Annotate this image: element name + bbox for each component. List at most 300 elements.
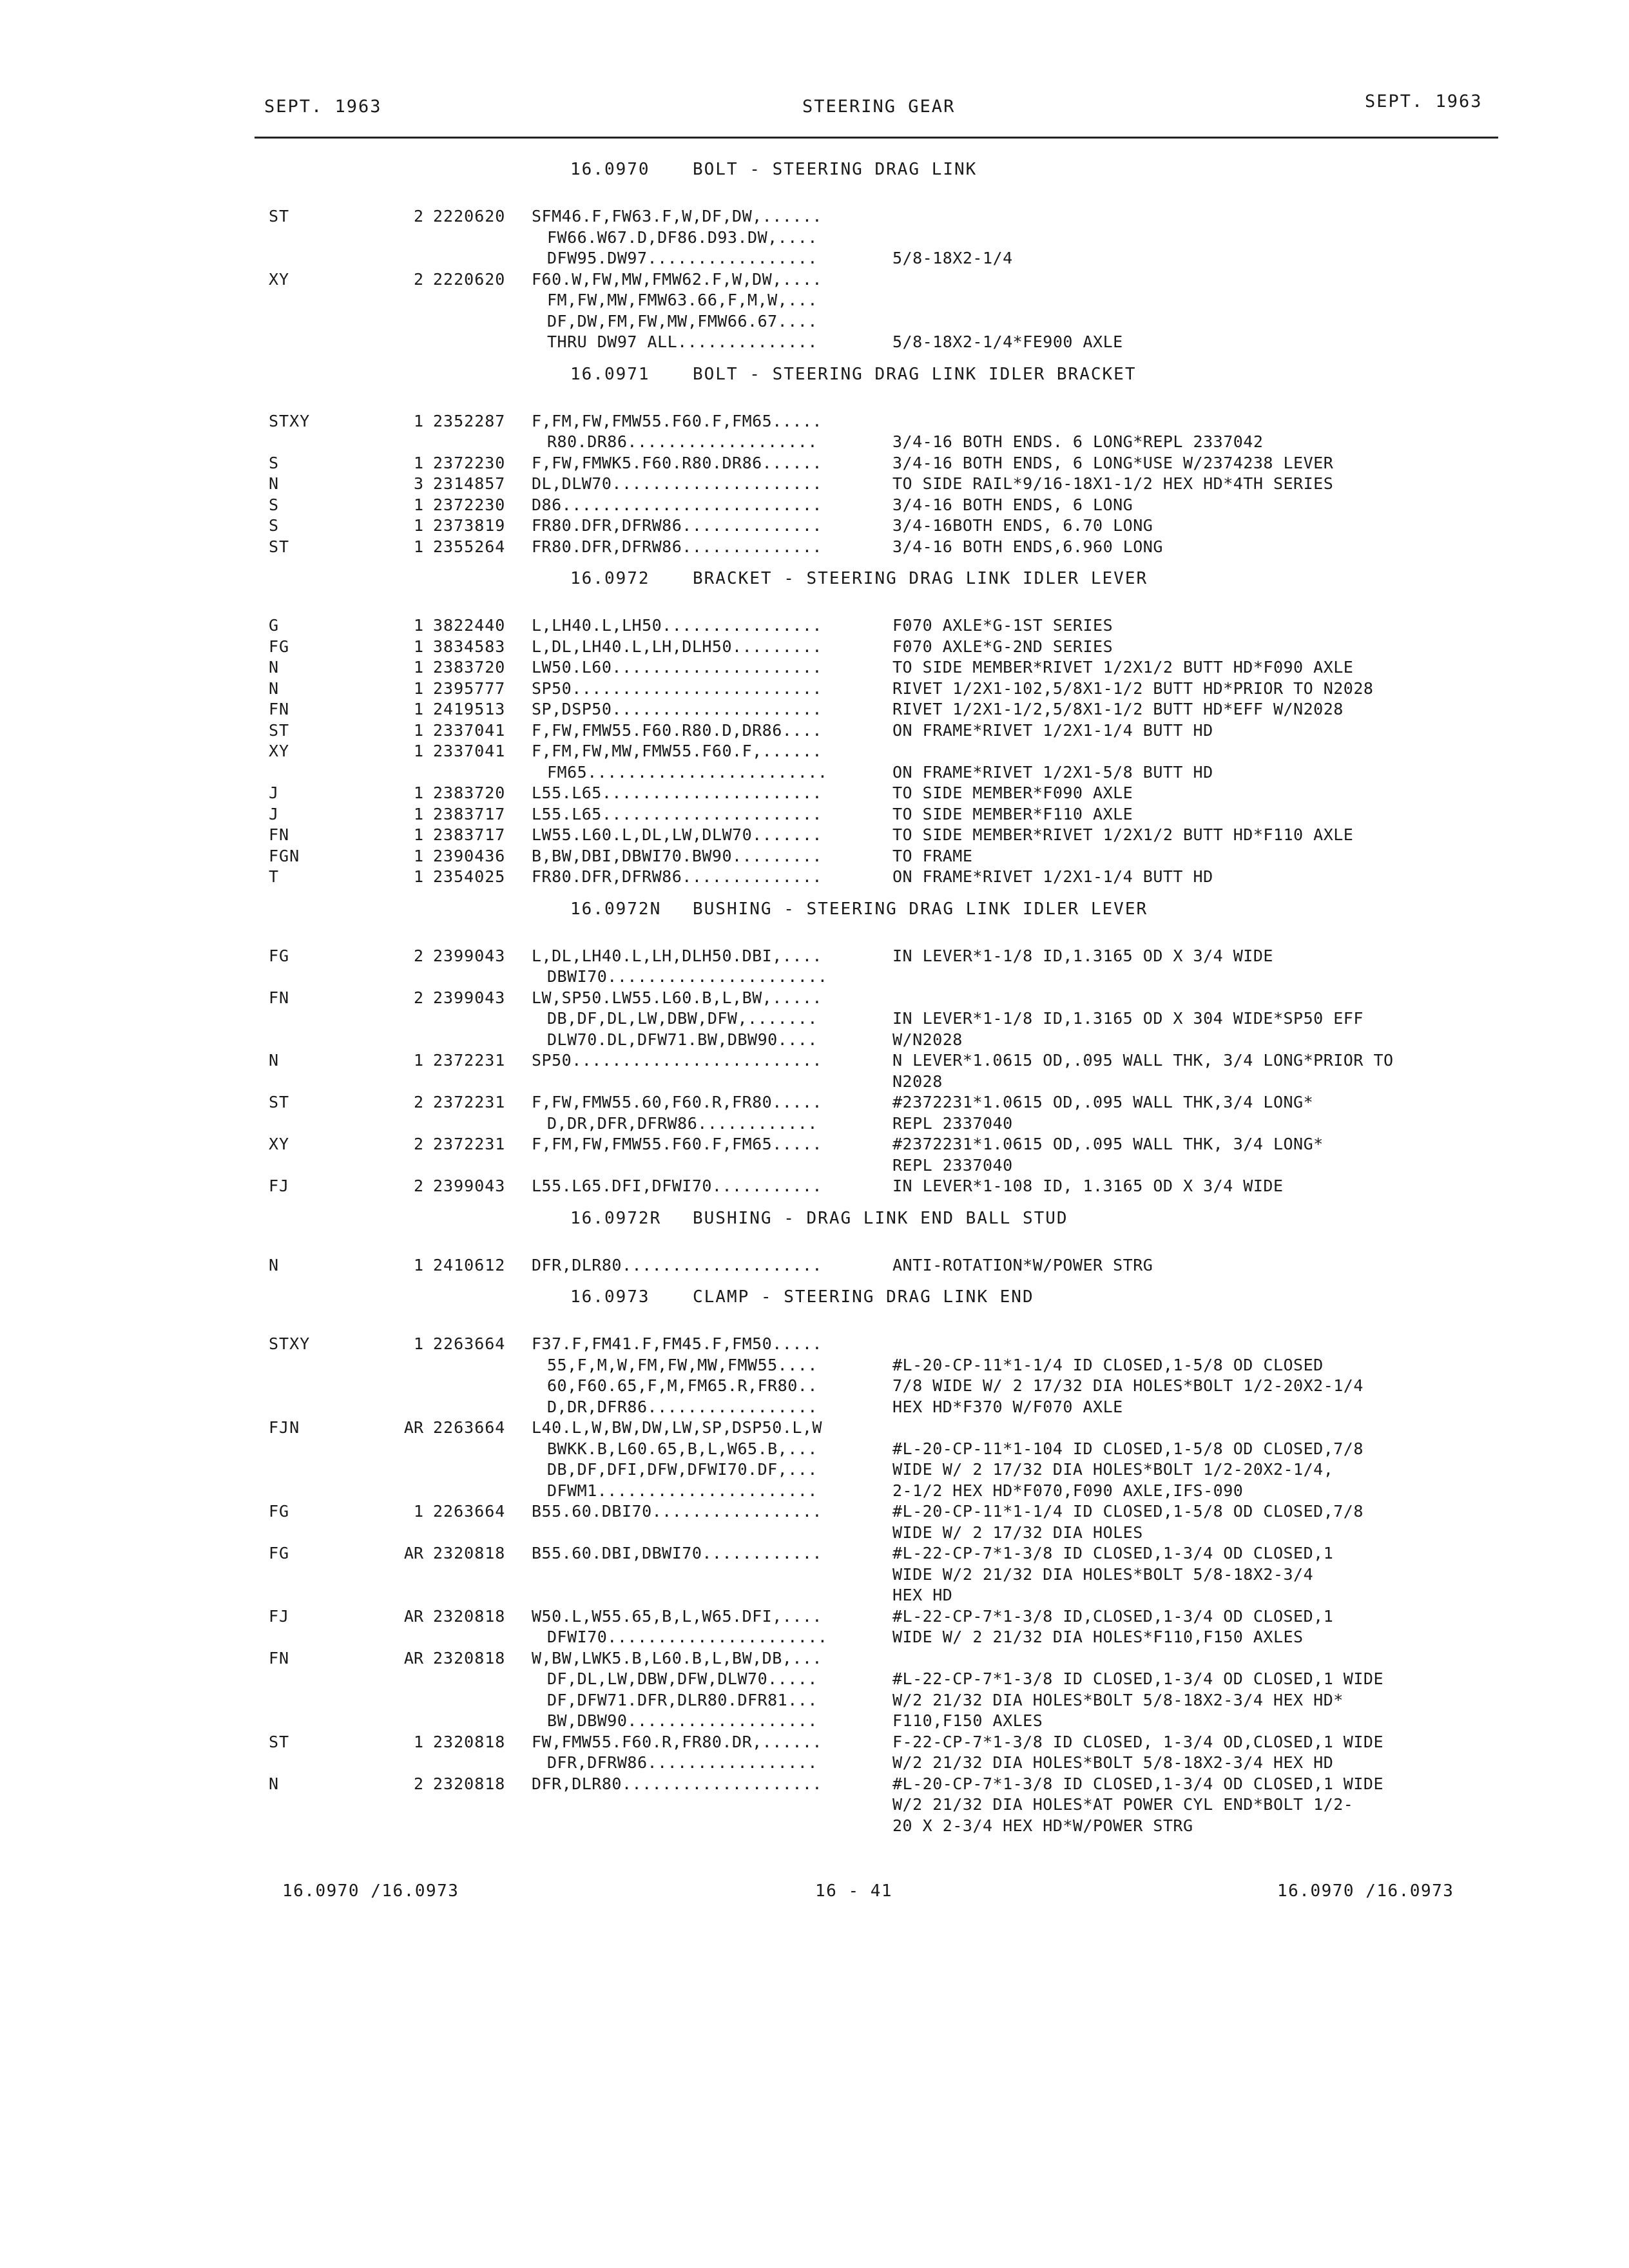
part-entry (0, 988, 1629, 1051)
quantity: AR (403, 1648, 423, 1667)
part-number: 2383720 (433, 658, 506, 677)
quantity: 2 (413, 988, 423, 1007)
quantity: 1 (413, 742, 423, 760)
quantity: 1 (413, 825, 423, 844)
description-line: 5/8-18X2-1/4*FE900 AXLE (892, 332, 1123, 351)
description-line: 2-1/2 HEX HD*F070,F090 AXLE,IFS-090 (892, 1481, 1244, 1500)
description-line: 3/4-16 BOTH ENDS. 6 LONG*REPL 2337042 (892, 432, 1264, 451)
model-code: S (269, 495, 280, 514)
part-entry (0, 269, 1629, 353)
section-heading (0, 569, 1629, 593)
description-line: #L-20-CP-7*1-3/8 ID CLOSED,1-3/4 OD CLOSED,1 WIDE (892, 1774, 1384, 1793)
model-code: FJ (269, 1606, 290, 1626)
model-applicability-line: LW50.L60..................... (532, 658, 822, 677)
model-applicability-line: F37.F,FM41.F,FM45.F,FM50..... (532, 1334, 822, 1353)
section-number: 16.0973 (570, 1287, 650, 1307)
model-applicability-line: FR80.DFR,DFRW86.............. (532, 516, 822, 535)
part-entry (0, 515, 1629, 537)
part-entry (0, 206, 1629, 269)
part-entry (0, 637, 1629, 658)
quantity: 1 (413, 637, 423, 656)
part-description (892, 515, 1153, 537)
quantity: 1 (413, 1334, 423, 1353)
description-line: #L-22-CP-7*1-3/8 ID,CLOSED,1-3/4 OD CLOSED,1 (892, 1606, 1334, 1626)
part-entry (0, 657, 1629, 678)
quantity: 1 (413, 616, 423, 635)
part-number: 2373819 (433, 516, 506, 535)
quantity: 3 (413, 474, 423, 493)
quantity: 2 (413, 1177, 423, 1195)
model-applicability-line: L,DL,LH40.L,LH,DLH50......... (532, 637, 822, 656)
model-code: FN (269, 1648, 290, 1667)
section-title: BUSHING - STEERING DRAG LINK IDLER LEVER (693, 899, 1148, 919)
part-entry (0, 825, 1629, 846)
model-applicability-line: FW,FMW55.F60.R,FR80.DR,...... (532, 1732, 822, 1751)
quantity: 1 (413, 783, 423, 802)
description-line: N LEVER*1.0615 OD,.095 WALL THK, 3/4 LONG*PRIOR TO (892, 1051, 1394, 1070)
description-line (892, 988, 1364, 1009)
description-line: F070 AXLE*G-1ST SERIES (892, 616, 1113, 635)
section-heading (0, 899, 1629, 924)
model-applicability-line: D,DR,DFR86................. (547, 1397, 818, 1416)
part-description (892, 1176, 1284, 1197)
part-entry (0, 699, 1629, 720)
model-applicability-line: BW,DBW90................... (547, 1711, 818, 1730)
description-line: W/2 21/32 DIA HOLES*BOLT 5/8-18X2-3/4 HEX HD (892, 1753, 1334, 1772)
model-applicability-line: BWKK.B,L60.65,B,L,W65.B,... (547, 1439, 818, 1458)
part-entry (0, 783, 1629, 804)
description-line (892, 311, 1123, 332)
part-number: 2320818 (433, 1544, 506, 1562)
part-number: 2337041 (433, 742, 506, 760)
section-number: 16.0971 (570, 364, 650, 384)
quantity: 1 (413, 700, 423, 718)
part-entry (0, 1418, 1629, 1501)
description-line: #L-22-CP-7*1-3/8 ID CLOSED,1-3/4 OD CLOSED,1 WIDE (892, 1669, 1384, 1688)
parts-section (0, 1209, 1629, 1276)
part-number: 2314857 (433, 474, 506, 493)
description-line: TO SIDE MEMBER*F110 AXLE (892, 804, 1133, 823)
quantity: 2 (413, 207, 423, 226)
model-applicability-line: W50.L,W55.65,B,L,W65.DFI,.... (532, 1606, 822, 1626)
part-entry (0, 1050, 1629, 1092)
part-number: 3822440 (433, 616, 506, 635)
description-line: HEX HD (892, 1586, 953, 1604)
part-number: 2399043 (433, 946, 506, 965)
description-line (892, 966, 1273, 988)
part-description (892, 867, 1213, 888)
description-line: 7/8 WIDE W/ 2 17/32 DIA HOLES*BOLT 1/2-20X2-1/4 (892, 1376, 1364, 1395)
model-code: FG (269, 1544, 290, 1562)
model-applicability-line: L,DL,LH40.L,LH,DLH50.DBI,.... (532, 946, 822, 965)
section-title: BOLT - STEERING DRAG LINK (693, 160, 978, 179)
model-applicability-line: DF,DW,FM,FW,MW,FMW66.67.... (547, 311, 818, 331)
section-number: 16.0972 (570, 569, 650, 588)
model-code: FJN (269, 1418, 300, 1437)
part-entry (0, 1648, 1629, 1732)
part-number: 2399043 (433, 988, 506, 1007)
description-line: #L-20-CP-11*1-1/4 ID CLOSED,1-5/8 OD CLOSED (892, 1355, 1324, 1374)
part-description (892, 1543, 1333, 1606)
part-number: 2383720 (433, 783, 506, 802)
part-description (892, 637, 1113, 658)
model-applicability-line: L40.L,W,BW,DW,LW,SP,DSP50.L,W (532, 1418, 822, 1437)
part-description (892, 537, 1163, 558)
quantity: 1 (413, 537, 423, 556)
description-line: WIDE W/ 2 17/32 DIA HOLES (892, 1523, 1143, 1542)
part-number: 2263664 (433, 1334, 506, 1353)
section-title: BRACKET - STEERING DRAG LINK IDLER LEVER (693, 569, 1148, 588)
quantity: 2 (413, 1774, 423, 1793)
model-applicability-line: DB,DF,DL,LW,DBW,DFW,....... (547, 1009, 818, 1028)
parts-section (0, 365, 1629, 558)
description-line: IN LEVER*1-108 ID, 1.3165 OD X 3/4 WIDE (892, 1177, 1284, 1195)
part-description (892, 804, 1133, 825)
description-line (892, 1418, 1364, 1439)
model-applicability-line: FR80.DFR,DFRW86.............. (532, 867, 822, 886)
model-applicability-line: FM65........................ (547, 762, 828, 782)
description-line: 3/4-16 BOTH ENDS, 6 LONG*USE W/2374238 LEVER (892, 453, 1334, 472)
description-line: WIDE W/2 21/32 DIA HOLES*BOLT 5/8-18X2-3/4 (892, 1564, 1314, 1584)
part-description (892, 495, 1133, 516)
model-applicability-line: FM,FW,MW,FMW63.66,F,M,W,... (547, 291, 818, 309)
part-description (892, 720, 1213, 742)
part-description (892, 411, 1263, 453)
model-applicability-line: DFW95.DW97................. (547, 249, 818, 267)
footer-range-right: 16.0970 /16.0973 (1277, 1881, 1454, 1901)
description-line: 5/8-18X2-1/4 (892, 249, 1013, 267)
model-code: N (269, 1051, 280, 1070)
model-applicability-line: SP50......................... (532, 1051, 822, 1070)
quantity: 1 (413, 453, 423, 472)
model-applicability-line: FW66.W67.D,DF86.D93.DW,.... (547, 227, 818, 247)
model-applicability-line: B,BW,DBI,DBWI70.BW90......... (532, 846, 822, 865)
model-code: N (269, 658, 280, 677)
part-entry (0, 615, 1629, 637)
model-applicability-line: DF,DFW71.DFR,DLR80.DFR81... (547, 1690, 818, 1709)
part-description (892, 825, 1353, 846)
part-entry (0, 946, 1629, 988)
model-applicability-line: FR80.DFR,DFRW86.............. (532, 537, 822, 556)
part-entry (0, 678, 1629, 700)
model-code: FGN (269, 846, 300, 865)
description-line: RIVET 1/2X1-1/2,5/8X1-1/2 BUTT HD*EFF W/N2028 (892, 700, 1344, 718)
model-applicability-line: F60.W,FW,MW,FMW62.F,W,DW,.... (532, 269, 822, 289)
part-description (892, 741, 1213, 783)
part-entry (0, 846, 1629, 867)
section-number: 16.0972N (570, 899, 662, 919)
quantity: 1 (413, 495, 423, 514)
description-line (892, 1334, 1364, 1355)
description-line: REPL 2337040 (892, 1155, 1013, 1175)
part-number: 2263664 (433, 1502, 506, 1521)
part-number: 2354025 (433, 867, 506, 886)
part-description (892, 1648, 1383, 1732)
model-applicability-line: L55.L65.DFI,DFWI70........... (532, 1177, 822, 1195)
quantity: AR (403, 1606, 423, 1626)
model-code: STXY (269, 411, 311, 430)
part-number: 2355264 (433, 537, 506, 556)
description-line (892, 741, 1213, 762)
part-number: 2372231 (433, 1051, 506, 1070)
quantity: 1 (413, 1255, 423, 1274)
model-applicability-line: DL,DLW70..................... (532, 474, 822, 493)
model-applicability-line: 55,F,M,W,FM,FW,MW,FMW55.... (547, 1355, 818, 1374)
part-number: 2419513 (433, 700, 506, 718)
model-code: N (269, 1774, 280, 1793)
description-line: TO SIDE RAIL*9/16-18X1-1/2 HEX HD*4TH SERIES (892, 474, 1334, 493)
model-code: FG (269, 1502, 290, 1521)
description-line: ON FRAME*RIVET 1/2X1-5/8 BUTT HD (892, 762, 1213, 782)
part-entry (0, 1176, 1629, 1197)
model-applicability-line: SFM46.F,FW63.F,W,DF,DW,...... (532, 207, 822, 226)
description-line: W/2 21/32 DIA HOLES*AT POWER CYL END*BOLT 1/2- (892, 1795, 1354, 1814)
model-code: FG (269, 637, 290, 656)
description-line: 3/4-16 BOTH ENDS, 6 LONG (892, 495, 1133, 514)
part-entry (0, 1501, 1629, 1543)
model-applicability-line: F,FW,FMWK5.F60.R80.DR86...... (532, 453, 822, 472)
quantity: 1 (413, 1502, 423, 1521)
model-applicability-line: L,LH40.L,LH50................ (532, 616, 822, 635)
part-number: 2220620 (433, 207, 506, 226)
part-entry (0, 1606, 1629, 1648)
description-line: #2372231*1.0615 OD,.095 WALL THK, 3/4 LONG* (892, 1135, 1324, 1153)
part-number: 2372230 (433, 453, 506, 472)
model-code: S (269, 516, 280, 535)
quantity: 1 (413, 804, 423, 823)
description-line: 3/4-16BOTH ENDS, 6.70 LONG (892, 516, 1153, 535)
model-code: FN (269, 988, 290, 1007)
part-description (892, 988, 1364, 1051)
part-description (892, 615, 1113, 637)
part-entry (0, 411, 1629, 453)
model-applicability-line: B55.60.DBI70................. (532, 1502, 822, 1521)
part-description (892, 1501, 1364, 1543)
section-number: 16.0970 (570, 160, 650, 179)
description-line (892, 206, 1013, 227)
part-number: 2220620 (433, 269, 506, 289)
part-description (892, 206, 1013, 269)
model-applicability-line: DF,DL,LW,DBW,DFW,DLW70..... (547, 1669, 818, 1688)
part-description (892, 1092, 1313, 1134)
description-line: 3/4-16 BOTH ENDS,6.960 LONG (892, 537, 1163, 556)
section-title: BUSHING - DRAG LINK END BALL STUD (693, 1208, 1068, 1228)
part-number: 2410612 (433, 1255, 506, 1274)
model-applicability-line: LW55.L60.L,DL,LW,DLW70....... (532, 825, 822, 844)
part-description (892, 1050, 1394, 1092)
quantity: 1 (413, 867, 423, 886)
description-line: RIVET 1/2X1-102,5/8X1-1/2 BUTT HD*PRIOR TO N2028 (892, 678, 1374, 698)
part-number: 2337041 (433, 720, 506, 740)
part-description (892, 1134, 1324, 1176)
part-number: 2383717 (433, 804, 506, 823)
model-applicability-line: DFWI70...................... (547, 1628, 828, 1646)
quantity: 1 (413, 658, 423, 677)
model-applicability-line: L55.L65...................... (532, 804, 822, 823)
model-code: XY (269, 1135, 290, 1153)
model-applicability-line: D86.......................... (532, 495, 822, 514)
part-entry (0, 1732, 1629, 1774)
model-code: FN (269, 825, 290, 844)
part-entry (0, 804, 1629, 825)
part-number: 2395777 (433, 678, 506, 698)
description-line: REPL 2337040 (892, 1113, 1013, 1133)
parts-section (0, 1287, 1629, 1836)
model-applicability-line: D,DR,DFR,DFRW86............ (547, 1113, 818, 1133)
description-line (892, 227, 1013, 249)
part-number: 2320818 (433, 1774, 506, 1793)
parts-listing (0, 148, 1629, 1836)
description-line: HEX HD*F370 W/F070 AXLE (892, 1397, 1123, 1416)
part-number: 3834583 (433, 637, 506, 656)
model-applicability-line: 60,F60.65,F,M,FM65.R,FR80.. (547, 1376, 818, 1395)
part-number: 2383717 (433, 825, 506, 844)
part-description (892, 1255, 1153, 1276)
part-number: 2372230 (433, 495, 506, 514)
part-description (892, 946, 1273, 988)
description-line: TO SIDE MEMBER*F090 AXLE (892, 783, 1133, 802)
description-line: #L-20-CP-11*1-1/4 ID CLOSED,1-5/8 OD CLOSED,7/8 (892, 1502, 1364, 1521)
quantity: 2 (413, 269, 423, 289)
description-line: W/2 21/32 DIA HOLES*BOLT 5/8-18X2-3/4 HEX HD* (892, 1690, 1344, 1709)
part-number: 2263664 (433, 1418, 506, 1437)
quantity: 2 (413, 1135, 423, 1153)
description-line: ANTI-ROTATION*W/POWER STRG (892, 1255, 1153, 1274)
model-applicability-line: F,FM,FW,FMW55.F60.F,FM65..... (532, 1135, 822, 1153)
part-entry (0, 1134, 1629, 1176)
model-code: N (269, 1255, 280, 1274)
description-line: WIDE W/ 2 21/32 DIA HOLES*F110,F150 AXLES (892, 1628, 1304, 1646)
quantity: AR (403, 1544, 423, 1562)
model-code: FJ (269, 1177, 290, 1195)
model-applicability-line: F,FW,FMW55.F60.R80.D,DR86.... (532, 720, 822, 740)
section-heading (0, 160, 1629, 184)
quantity: 2 (413, 946, 423, 965)
description-line (892, 411, 1263, 432)
description-line: WIDE W/ 2 17/32 DIA HOLES*BOLT 1/2-20X2-1/4, (892, 1460, 1334, 1479)
quantity: 1 (413, 678, 423, 698)
quantity: 1 (413, 1732, 423, 1751)
part-entry (0, 474, 1629, 495)
section-number: 16.0972R (570, 1208, 662, 1228)
model-applicability-line: DLW70.DL,DFW71.BW,DBW90.... (547, 1030, 818, 1049)
model-code: ST (269, 720, 290, 740)
parts-section (0, 569, 1629, 888)
header-rule (255, 137, 1498, 139)
part-description (892, 1732, 1383, 1774)
part-number: 2320818 (433, 1606, 506, 1626)
quantity: 1 (413, 846, 423, 865)
description-line: #L-22-CP-7*1-3/8 ID CLOSED,1-3/4 OD CLOSED,1 (892, 1544, 1334, 1562)
description-line: W/N2028 (892, 1030, 963, 1049)
description-line: TO SIDE MEMBER*RIVET 1/2X1/2 BUTT HD*F090 AXLE (892, 658, 1354, 677)
footer-range-left: 16.0970 /16.0973 (282, 1881, 459, 1901)
part-description (892, 699, 1344, 720)
description-line: 20 X 2-3/4 HEX HD*W/POWER STRG (892, 1816, 1193, 1835)
model-applicability-line: DFR,DLR80.................... (532, 1255, 822, 1274)
description-line: IN LEVER*1-1/8 ID,1.3165 OD X 304 WIDE*SP50 EFF (892, 1009, 1364, 1028)
part-description (892, 474, 1333, 495)
description-line (892, 269, 1123, 291)
description-line: F070 AXLE*G-2ND SERIES (892, 637, 1113, 656)
description-line: N2028 (892, 1072, 943, 1091)
model-applicability-line: SP,DSP50..................... (532, 700, 822, 718)
part-entry (0, 867, 1629, 888)
model-applicability-line: DBWI70...................... (547, 967, 828, 986)
part-description (892, 1334, 1364, 1418)
model-applicability-line: F,FW,FMW55.60,F60.R,FR80..... (532, 1093, 822, 1111)
parts-section (0, 160, 1629, 353)
part-number: 2320818 (433, 1648, 506, 1667)
model-applicability-line: DFWM1...................... (547, 1481, 818, 1500)
description-line: IN LEVER*1-1/8 ID,1.3165 OD X 3/4 WIDE (892, 946, 1273, 965)
model-code: ST (269, 537, 290, 556)
model-applicability-line: DB,DF,DFI,DFW,DFWI70.DF,... (547, 1460, 818, 1479)
part-entry (0, 720, 1629, 742)
model-code: FN (269, 700, 290, 718)
part-number: 2320818 (433, 1732, 506, 1751)
model-applicability-line: F,FM,FW,FMW55.F60.F,FM65..... (532, 411, 822, 430)
part-description (892, 1774, 1383, 1837)
part-description (892, 846, 972, 867)
section-title: BOLT - STEERING DRAG LINK IDLER BRACKET (693, 364, 1137, 384)
part-description (892, 269, 1123, 353)
model-applicability-line: DFR,DFRW86................. (547, 1753, 818, 1772)
model-applicability-line: F,FM,FW,MW,FMW55.F60.F,...... (532, 742, 822, 760)
description-line (892, 290, 1123, 311)
model-applicability-line: THRU DW97 ALL.............. (547, 332, 818, 351)
part-description (892, 1418, 1364, 1501)
model-code: XY (269, 269, 290, 289)
part-entry (0, 1543, 1629, 1606)
model-code: ST (269, 1732, 290, 1751)
part-entry (0, 453, 1629, 474)
part-description (892, 657, 1353, 678)
section-heading (0, 1287, 1629, 1312)
part-description (892, 453, 1333, 474)
part-description (892, 678, 1373, 700)
part-number: 2390436 (433, 846, 506, 865)
model-code: FG (269, 946, 290, 965)
description-line: #2372231*1.0615 OD,.095 WALL THK,3/4 LONG* (892, 1093, 1314, 1111)
part-number: 2399043 (433, 1177, 506, 1195)
parts-section (0, 899, 1629, 1197)
footer-page-number: 16 - 41 (815, 1881, 893, 1901)
description-line: F110,F150 AXLES (892, 1711, 1043, 1730)
quantity: 1 (413, 516, 423, 535)
part-number: 2352287 (433, 411, 506, 430)
quantity: 2 (413, 1093, 423, 1111)
model-applicability-line: B55.60.DBI,DBWI70............ (532, 1544, 822, 1562)
description-line: #L-20-CP-11*1-104 ID CLOSED,1-5/8 OD CLOSED,7/8 (892, 1439, 1364, 1458)
part-entry (0, 1255, 1629, 1276)
part-entry (0, 741, 1629, 783)
header-title: STEERING GEAR (802, 97, 956, 117)
model-applicability-line: LW,SP50.LW55.L60.B,L,BW,..... (532, 988, 822, 1007)
model-code: S (269, 453, 280, 472)
model-applicability-line: DFR,DLR80.................... (532, 1774, 822, 1793)
part-entry (0, 1774, 1629, 1837)
section-heading (0, 1209, 1629, 1233)
part-number: 2372231 (433, 1135, 506, 1153)
section-heading (0, 365, 1629, 389)
model-code: N (269, 678, 280, 698)
description-line: F-22-CP-7*1-3/8 ID CLOSED, 1-3/4 OD,CLOSED,1 WIDE (892, 1732, 1384, 1751)
model-code: XY (269, 742, 290, 760)
description-line: ON FRAME*RIVET 1/2X1-1/4 BUTT HD (892, 720, 1213, 740)
part-entry (0, 1092, 1629, 1134)
quantity: 1 (413, 720, 423, 740)
